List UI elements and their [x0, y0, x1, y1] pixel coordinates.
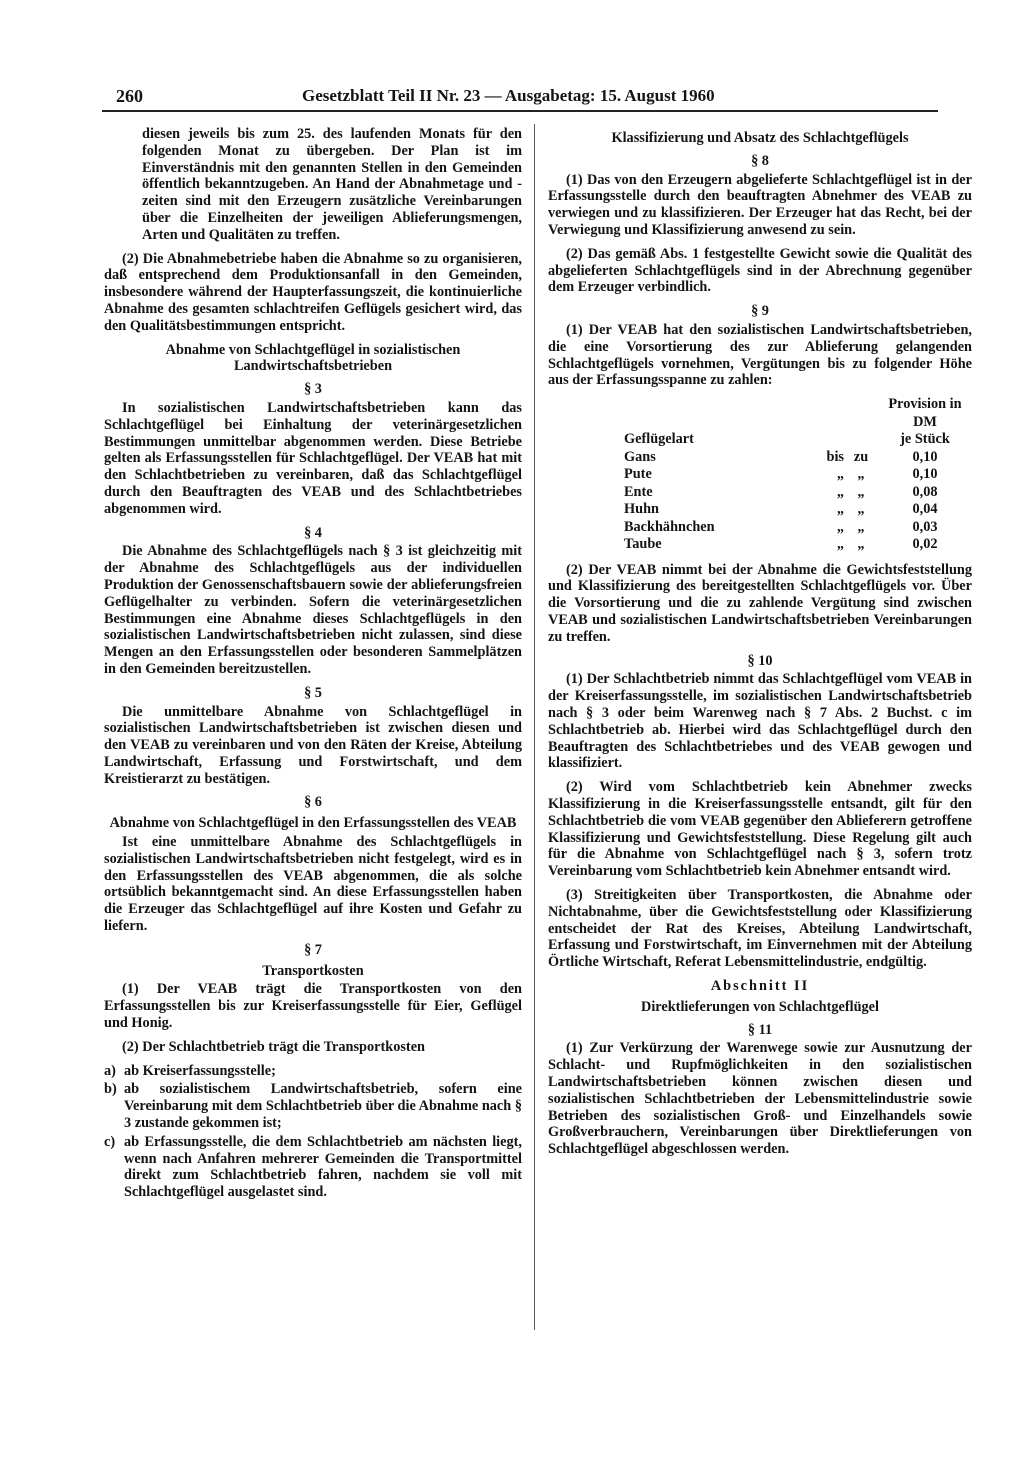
table-row [548, 484, 972, 502]
column-header-unit: je Stück [900, 431, 950, 448]
list-item-text: ab Kreiserfassungsstelle; [124, 1062, 276, 1079]
cell-value: 0,02 [912, 536, 938, 553]
column-divider [534, 124, 535, 1330]
cell-value: 0,03 [912, 518, 938, 535]
section-heading: Abnahme von Schlachtgeflügel in sozialistischen Landwirtschaftsbetrieben [165, 341, 461, 375]
list-item-text: ab sozialistischem Landwirtschaftsbetrieb, sofern eine Vereinbarung mit dem Schlachtbetrieb über die Abnahme nach § 3 zustande gekommen ist; [124, 1081, 522, 1132]
paragraph: (1) Der VEAB trägt die Transportkosten von den Erfassungsstellen bis zur Kreiserfassungsstelle für Eier, Geflügel und Honig. [104, 981, 522, 1032]
cell-bis: bis [826, 448, 844, 465]
cell-kind: Huhn [624, 501, 659, 518]
cell-value: 0,04 [912, 501, 938, 518]
paragraph: Die unmittelbare Abnahme von Schlachtgeflügel in sozialistischen Landwirtschaftsbetrieben ist zwischen diesen und den VEAB zu vereinbaren und von den Räten der Kreise, Abteilung Landwirtschaft, Erfassung und Forstwirtschaft, und dem Kreistierarzt zu bestätigen. [104, 703, 522, 787]
cell-zu: „ [857, 536, 865, 553]
paragraph: (1) Das von den Erzeugern abgelieferte Schlachtgeflügel ist in der Erfassungsstelle durch den beauftragten Abnehmer des VEAB zu verwiegen und zu klassifizieren. Der Erzeuger hat das Recht, bei der Verwiegung und Klassifizierung anwesend zu sein. [548, 171, 972, 238]
cell-value: 0,10 [912, 466, 938, 483]
paragraph-number: § 6 [304, 794, 322, 811]
left-column [104, 126, 522, 1207]
paragraph: Ist eine unmittelbare Abnahme des Schlachtgeflügels in sozialistischen Landwirtschaftsbetrieben nicht festgelegt, wird es in den Erfassungsstellen des VEAB abgenommen, die als solche ortsüblich bekanntgemacht sind. An diese Erfassungsstellen haben die Erzeuger das Schlachtgeflügel auf ihre Kosten und Gefahr zu liefern. [104, 834, 522, 935]
table-row [548, 449, 972, 467]
cell-kind: Taube [624, 536, 662, 553]
cell-zu: „ [857, 483, 865, 500]
paragraph: (1) Zur Verkürzung der Warenwege sowie zur Ausnutzung der Schlacht- und Rupfmöglichkeiten in den sozialistischen Landwirtschaftsbetrieben können zwischen diesen und sozialistischen Schlachtbetrieben der Lebensmittelindustrie sowie Betrieben des sozialistischen Groß- und Einzelhandels sowie Großverbrauchern, Vereinbarungen über Direktlieferungen von Schlachtgeflügel abgeschlossen werden. [548, 1040, 972, 1158]
section-heading: Abnahme von Schlachtgeflügel in den Erfassungsstellen des VEAB [109, 815, 517, 832]
paragraph-number: § 7 [304, 941, 322, 958]
table-row [548, 501, 972, 519]
page-title: Gesetzblatt Teil II Nr. 23 — Ausgabetag: 15. August 1960 [302, 86, 715, 105]
list-item [104, 1081, 522, 1131]
paragraph: (1) Der VEAB hat den sozialistischen Landwirtschaftsbetrieben, die eine Vorsortierung des zur Ablieferung gelangenden Schlachtgeflügels vornehmen, Vergütungen bis zu folgender Höhe aus der Erfassungsspanne zu zahlen: [548, 321, 972, 389]
page-number: 260 [116, 86, 143, 106]
cell-kind: Backhähnchen [624, 518, 715, 535]
cell-value: 0,10 [912, 448, 938, 465]
paragraph: (2) Der VEAB nimmt bei der Abnahme die Gewichtsfeststellung und Klassifizierung des bereitgestellten Schlachtgeflügels vor. Über die Vorsortierung und die zu zahlende Vergütung sind zwischen VEAB und sozialistischen Landwirtschaftsbetrieben Vereinbarungen zu treffen. [548, 561, 972, 645]
paragraph-number: § 5 [304, 684, 322, 701]
provision-table [548, 396, 972, 554]
paragraph: diesen jeweils bis zum 25. des laufenden Monats für den folgenden Monat zu übergeben. Der Plan ist im Einverständnis mit den genannten Stellen in den Gemeinden öffentlich bekanntzugeben. An Hand der Abnahmetage und -zeiten sind mit den Erzeugern zusätzliche Vereinbarungen über die Einzelheiten der jeweiligen Ablieferungsmengen, Arten und Qualitäten zu treffen. [142, 126, 522, 243]
list-marker: a) [104, 1062, 116, 1079]
list-item [104, 1134, 522, 1201]
paragraph-number: § 4 [304, 524, 322, 541]
cell-kind: Ente [624, 483, 653, 500]
table-row [548, 466, 972, 484]
paragraph-number: § 10 [747, 652, 773, 669]
list-marker: c) [104, 1133, 116, 1150]
cell-bis: „ [836, 483, 844, 500]
cell-kind: Gans [624, 448, 656, 465]
paragraph: (1) Der Schlachtbetrieb nimmt das Schlachtgeflügel vom VEAB in der Kreiserfassungsstelle, im sozialistischen Landwirtschaftsbetrieb nach § 3 oder beim Warenweg nach § 7 Abs. 2 Buchst. c im Schlachtbetrieb ab. Hierbei wird das Schlachtgeflügel durch den Beauftragten des Schlachtbetriebes und des VEAB gewogen und klassifiziert. [548, 671, 972, 772]
cell-bis: „ [836, 518, 844, 535]
section-heading: Direktlieferungen von Schlachtgeflügel [641, 998, 879, 1015]
paragraph: (2) Der Schlachtbetrieb trägt die Transportkosten [122, 1038, 425, 1055]
cell-zu: „ [857, 466, 865, 483]
table-header-row [548, 431, 972, 449]
cell-bis: „ [836, 536, 844, 553]
transport-cost-list [104, 1063, 522, 1201]
paragraph: (2) Das gemäß Abs. 1 festgestellte Gewicht sowie die Qualität des abgelieferten Schlachtgeflügels sind in der Abrechnung gegenüber dem Erzeuger verbindlich. [548, 245, 972, 296]
paragraph-number: § 11 [747, 1021, 773, 1038]
paragraph: (2) Die Abnahmebetriebe haben die Abnahme so zu organisieren, daß entsprechend dem Produktionsanfall in den Gemeinden, insbesondere während der Haupterfassungszeit, die kontinuierliche Abnahme des gesamten schlachtreifen Geflügels gesichert wird, das den Qualitätsbestimmungen entspricht. [104, 250, 522, 334]
cell-zu: zu [853, 448, 869, 465]
section-heading: Klassifizierung und Absatz des Schlachtgeflügels [611, 130, 909, 146]
right-column [548, 126, 972, 1165]
column-header-kind: Geflügelart [624, 431, 694, 448]
paragraph: (3) Streitigkeiten über Transportkosten, die Abnahme oder Nichtabnahme, über die Gewichtsfeststellung oder Klassifizierung entscheidet der Rat des Kreises, Abteilung Landwirtschaft, Erfassung und Forstwirtschaft, im Einvernehmen mit der Abteilung Örtliche Wirtschaft, Referat Lebensmittelindustrie, endgültig. [548, 887, 972, 971]
paragraph-number: § 3 [304, 381, 322, 398]
cell-value: 0,08 [912, 483, 938, 500]
cell-kind: Pute [624, 466, 652, 483]
section-title: Abschnitt II [710, 977, 810, 994]
list-item [104, 1063, 522, 1080]
list-marker: b) [104, 1081, 117, 1098]
column-header-provision: Provision in DM [888, 396, 962, 430]
table-row [548, 536, 972, 554]
page-header [102, 84, 938, 112]
cell-bis: „ [836, 501, 844, 518]
paragraph: In sozialistischen Landwirtschaftsbetrieben kann das Schlachtgeflügel bei Einhaltung der veterinärgesetzlichen Bestimmungen unmittelbar abgenommen werden. Diese Betriebe gelten als Erfassungsstellen für Schlachtgeflügel. Der VEAB hat mit den Schlachtbetrieben zu vereinbaren, daß das Schlachtgeflügel durch den Beauftragten des VEAB und des Schlachtbetriebes abgenommen wird. [104, 399, 522, 517]
section-heading: Transportkosten [262, 962, 364, 979]
cell-zu: „ [857, 501, 865, 518]
paragraph-number: § 8 [751, 152, 769, 169]
cell-bis: „ [836, 466, 844, 483]
paragraph: (2) Wird vom Schlachtbetrieb kein Abnehmer zwecks Klassifizierung in die Kreiserfassungsstelle entsandt, gilt für den Schlachtbetrieb die vom VEAB gegenüber den Ablieferern getroffene Klassifizierung und Gewichtsfeststellung. Diese Regelung gilt auch für die Abnahme von Schlachtgeflügel nach § 3, sofern trotz Vereinbarung vom Schlachtbetrieb kein Abnehmer entsandt wird. [548, 779, 972, 880]
list-item-text: ab Erfassungsstelle, die dem Schlachtbetrieb am nächsten liegt, wenn nach Anfahren mehrerer Gemeinden die Transportmittel direkt zum Schlachtbetrieb fahren, nachdem sie voll mit Schlachtgeflügel ausgelastet sind. [124, 1133, 522, 1201]
table-row [548, 519, 972, 537]
paragraph-number: § 9 [751, 303, 769, 320]
cell-zu: „ [857, 518, 865, 535]
paragraph: Die Abnahme des Schlachtgeflügels nach § 3 ist gleichzeitig mit der Abnahme des Schlachtgeflügels aus der individuellen Produktion der Genossenschaftsbauern sowie der ablieferungsfreien Geflügelhalter zu verbinden. Sofern die veterinärgesetzlichen Bestimmungen eine Abnahme dieses Schlachtgeflügels in den sozialistischen Landwirtschaftsbetrieben nicht zulassen, sind diese Mengen an den Erfassungsstellen oder besonderen Sammelplätzen in den Gemeinden bereitzustellen. [104, 543, 522, 677]
table-header-row [548, 396, 972, 431]
